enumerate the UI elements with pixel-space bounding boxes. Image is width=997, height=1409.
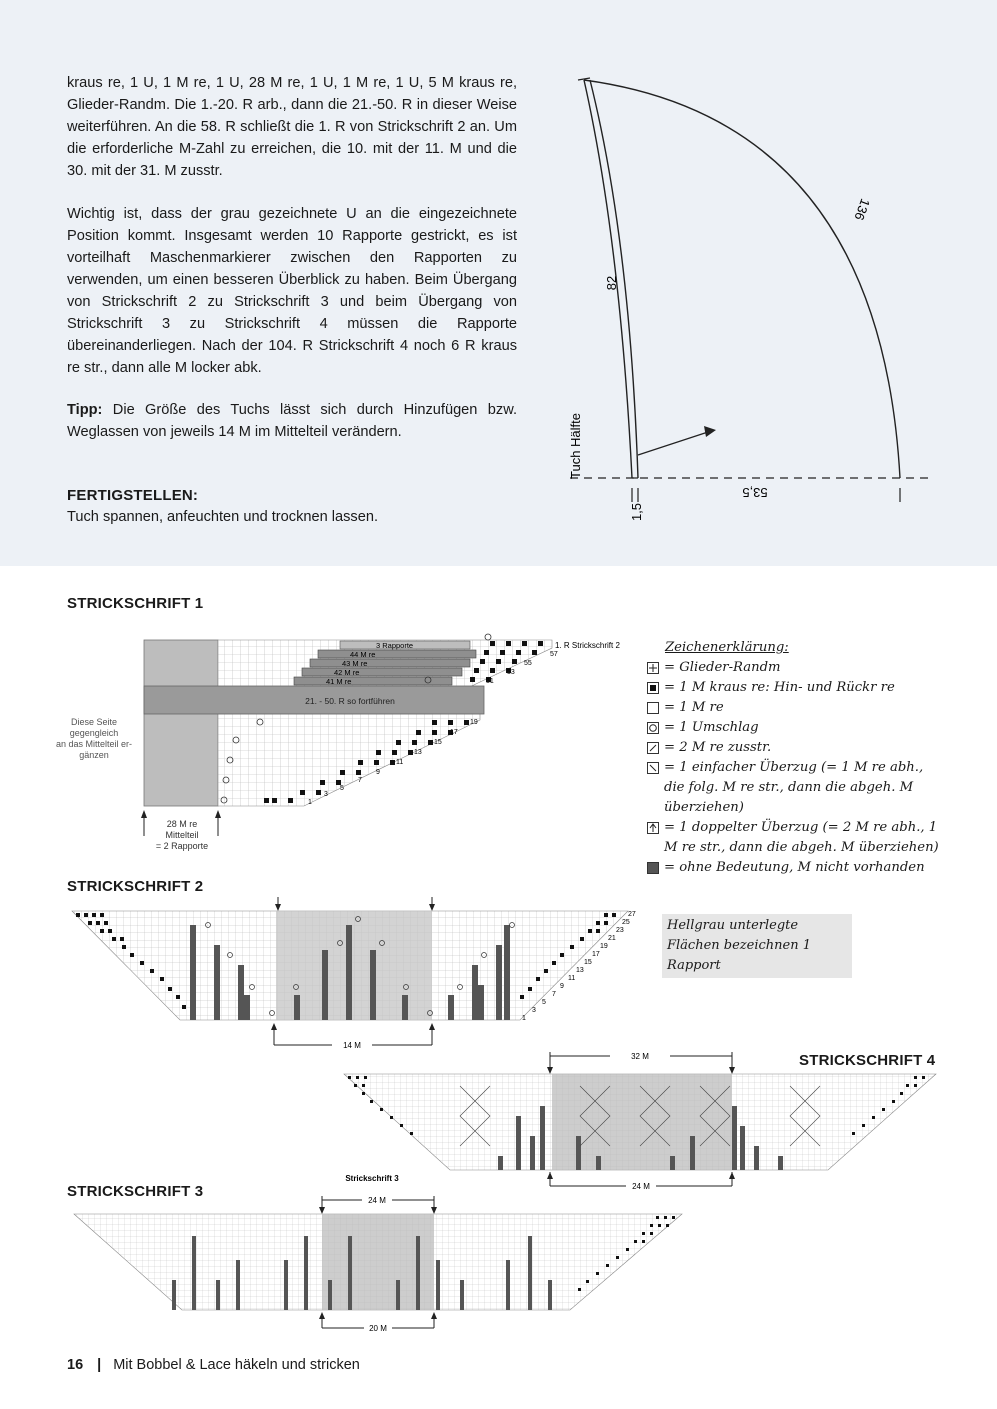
chart1-bar-label-5: 41 M re xyxy=(326,677,352,686)
chart2-row-9: 9 xyxy=(560,983,564,990)
chart1-top-note: 1. R Strickschrift 2 xyxy=(555,641,620,650)
chart1-bottom-note-1: 28 M re xyxy=(166,819,198,829)
chart1-row-53: 53 xyxy=(507,669,515,676)
chart1-fill-label: 21. - 50. R so fortführen xyxy=(305,696,395,706)
legend-item: = 1 einfacher Überzug (= 1 M re abh., die folg. M re str., dann die abgeh. M überziehen) xyxy=(646,758,946,818)
chart2-row-1: 1 xyxy=(522,1015,526,1022)
chart1-row-19: 19 xyxy=(470,719,478,726)
page-number: 16 xyxy=(67,1357,84,1373)
legend-title: Zeichenerklärung: xyxy=(665,640,789,655)
legend-item: = 1 M kraus re: Hin- und Rückr re xyxy=(646,678,946,698)
schematic-side-label: 82 xyxy=(604,275,619,291)
chart1-bottom-note-3: = 2 Rapporte xyxy=(155,841,209,851)
tip-label: Tipp: xyxy=(67,402,103,418)
chart4-heading: STRICKSCHRIFT 4 xyxy=(799,1052,936,1069)
chart2-row-27: 27 xyxy=(628,911,636,918)
tip-text: Die Größe des Tuchs lässt sich durch Hinzufügen bzw. Weglassen von jeweils 14 M im Mittelteil verändern. xyxy=(67,402,517,440)
page-footer xyxy=(67,1357,360,1373)
chart1-row-13: 13 xyxy=(414,749,422,756)
chart1-side-note-1: Diese Seite xyxy=(70,717,118,727)
chart2-row-5: 5 xyxy=(542,999,546,1006)
chart1-row-3: 3 xyxy=(324,791,328,798)
chart1-side-note-4: gänzen xyxy=(79,750,109,760)
finish-heading: FERTIGSTELLEN: xyxy=(67,487,199,504)
finish-text: Tuch spannen, anfeuchten und trocknen lassen. xyxy=(67,509,379,525)
circle-icon xyxy=(647,722,659,734)
chart4-bottom-label: 24 M xyxy=(632,1182,650,1191)
chart1-repeat-area xyxy=(144,640,218,806)
chart1-row-11: 11 xyxy=(396,759,404,766)
instruction-paragraph-1: kraus re, 1 U, 1 M re, 1 U, 28 M re, 1 U, 1 M re, 1 U, 5 M kraus re, Glieder-Randm. Die 1.-20. R arb., dann die 21.-50. R in dieser Weise weiterführen. An die 58. R schließt die 1. R von Strickschrift 2 an. Um die erforderliche M-Zahl zu erreichen, die 10. mit der 11. M und die 30. mit der 31. M zusstr. xyxy=(67,75,517,179)
chart1-row-17: 17 xyxy=(450,729,458,736)
chart2-repeat-label: 14 M xyxy=(343,1041,361,1050)
schematic-base-label: 53,5 xyxy=(742,485,768,500)
chart4-top-label: 32 M xyxy=(631,1052,649,1061)
schematic-edge-label: 1,5 xyxy=(629,502,644,522)
chart1-heading: STRICKSCHRIFT 1 xyxy=(67,595,204,612)
chart2-row-3: 3 xyxy=(532,1007,536,1014)
chart1-row-15: 15 xyxy=(434,739,442,746)
chart3-top-label: 24 M xyxy=(368,1196,386,1205)
chart3 xyxy=(70,1170,690,1335)
chart2-row-23: 23 xyxy=(616,927,624,934)
chart1-row-55: 55 xyxy=(524,660,532,667)
plus-icon xyxy=(647,662,659,674)
chart1-bar-label-4: 42 M re xyxy=(334,668,360,677)
chart2-row-19: 19 xyxy=(600,943,608,950)
chart1 xyxy=(40,630,650,860)
chart1-row-1: 1 xyxy=(308,799,312,806)
filled-square-icon xyxy=(647,682,659,694)
chart1-row-5: 5 xyxy=(340,785,344,792)
slash-icon xyxy=(647,742,659,754)
legend-item: = Glieder-Randm xyxy=(646,658,946,678)
chart2 xyxy=(60,895,650,1055)
instruction-paragraph-2: Wichtig ist, dass der grau gezeichnete U an die eingezeichnete Position kommt. Insgesamt werden 10 Rapporte gestrickt, es ist vorteilhaft Maschenmarkierer zwischen den Rapporten zu verwenden, um einen besseren Überblick zu haben. Beim Übergang von Strickschrift 2 zu Strickschrift 3 und beim Übergang von Strickschrift 3 zu Strickschrift 4 müssen die Rapporte übereinanderliegen. Nach der 104. R Strickschrift 4 noch 6 R kraus re str., dann alle M locker abk. xyxy=(67,206,517,376)
chart3-heading: STRICKSCHRIFT 3 xyxy=(67,1183,204,1200)
chart1-bar-label-3: 43 M re xyxy=(342,659,368,668)
tip-paragraph xyxy=(67,399,517,443)
chart1-side-note-3: an das Mittelteil er- xyxy=(55,739,133,749)
footer-separator: | xyxy=(97,1357,102,1373)
chart2-heading: STRICKSCHRIFT 2 xyxy=(67,878,204,895)
chart1-row-9: 9 xyxy=(376,769,380,776)
chart1-bar-label-2: 44 M re xyxy=(350,650,376,659)
chart1-bottom-note-2: Mittelteil xyxy=(165,830,199,840)
book-title: Mit Bobbel & Lace häkeln und stricken xyxy=(113,1357,360,1373)
legend-item: = ohne Bedeutung, M nicht vorhanden xyxy=(646,858,946,878)
symbol-legend xyxy=(646,638,946,878)
chart2-row-11: 11 xyxy=(568,975,576,982)
chart1-row-7: 7 xyxy=(358,777,362,784)
dark-square-icon xyxy=(647,862,659,874)
chart1-side-note-2: gegengleich xyxy=(69,728,119,738)
chart1-row-51: 51 xyxy=(486,678,494,685)
arrow-up-icon xyxy=(647,822,659,834)
legend-item: = 1 Umschlag xyxy=(646,718,946,738)
repeat-note: Hellgrau unterlegte Flächen bezeichnen 1 Rapport xyxy=(662,914,852,978)
chart2-row-21: 21 xyxy=(608,935,616,942)
schematic-half-label: Tuch Hälfte xyxy=(568,413,583,479)
backslash-icon xyxy=(647,762,659,774)
legend-item: = 2 M re zusstr. xyxy=(646,738,946,758)
chart1-bar-label-1: 3 Rapporte xyxy=(376,641,414,650)
shawl-schematic xyxy=(560,60,940,530)
empty-square-icon xyxy=(647,702,659,714)
chart1-row-57: 57 xyxy=(550,651,558,658)
legend-item: = 1 doppelter Überzug (= 2 M re abh., 1 M re str., dann die abgeh. M überziehen) xyxy=(646,818,946,858)
chart2-row-17: 17 xyxy=(592,951,600,958)
chart2-row-25: 25 xyxy=(622,919,630,926)
chart3-bottom-label: 20 M xyxy=(369,1324,387,1333)
chart2-row-7: 7 xyxy=(552,991,556,998)
legend-item: = 1 M re xyxy=(646,698,946,718)
chart2-row-13: 13 xyxy=(576,967,584,974)
schematic-arc-label: 136 xyxy=(851,196,873,223)
chart3-caption: Strickschrift 3 xyxy=(345,1174,399,1183)
chart2-row-15: 15 xyxy=(584,959,592,966)
